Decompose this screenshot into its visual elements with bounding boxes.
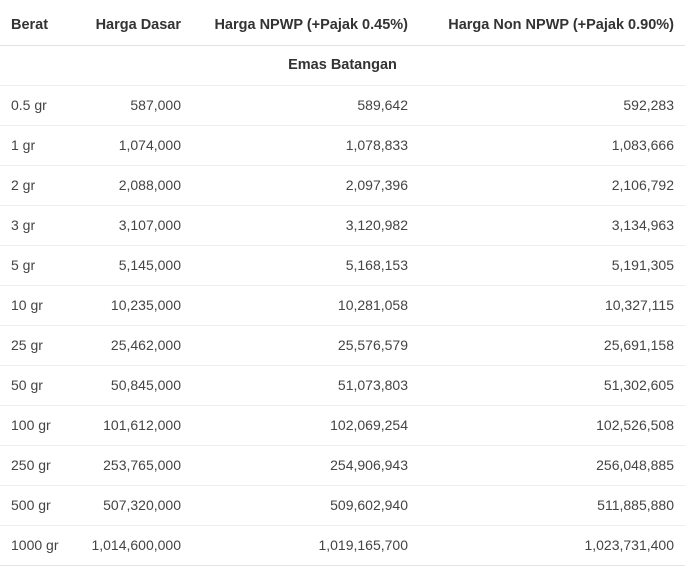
cell-harga-non-npwp: 5,191,305: [611, 257, 674, 273]
cell-berat: 25 gr: [11, 337, 43, 353]
cell-berat: 1000 gr: [11, 537, 59, 553]
header-row: [0, 5, 685, 45]
cell-harga-npwp: 509,602,940: [330, 497, 408, 513]
cell-harga-npwp: 102,069,254: [330, 417, 408, 433]
section-title: Emas Batangan: [288, 57, 397, 73]
cell-harga-non-npwp: 10,327,115: [604, 297, 674, 313]
cell-harga-dasar: 10,235,000: [110, 297, 181, 313]
cell-harga-non-npwp: 1,023,731,400: [584, 537, 674, 553]
cell-harga-npwp: 1,078,833: [345, 137, 408, 153]
table-row: [0, 485, 685, 525]
cell-berat: 1 gr: [11, 137, 36, 153]
cell-harga-dasar: 25,462,000: [110, 337, 181, 353]
cell-harga-non-npwp: 102,526,508: [596, 417, 674, 433]
cell-harga-non-npwp: 592,283: [623, 97, 674, 113]
cell-harga-npwp: 2,097,396: [345, 177, 408, 193]
gold-price-table-container: [0, 5, 685, 566]
cell-harga-non-npwp: 2,106,792: [611, 177, 674, 193]
cell-harga-non-npwp: 51,302,605: [603, 377, 674, 393]
table-row: [0, 205, 685, 245]
cell-berat: 5 gr: [11, 257, 36, 273]
cell-berat: 2 gr: [11, 177, 36, 193]
cell-harga-npwp: 1,019,165,700: [318, 537, 408, 553]
table-row: [0, 525, 685, 565]
section-row: [0, 45, 685, 85]
cell-harga-dasar: 101,612,000: [103, 417, 181, 433]
table-row: [0, 405, 685, 445]
cell-harga-npwp: 51,073,803: [337, 377, 408, 393]
cell-harga-dasar: 253,765,000: [103, 457, 181, 473]
header-harga-npwp: Harga NPWP (+Pajak 0.45%): [214, 16, 408, 33]
cell-harga-dasar: 5,145,000: [118, 257, 181, 273]
cell-harga-non-npwp: 3,134,963: [611, 217, 674, 233]
cell-berat: 100 gr: [11, 417, 51, 433]
cell-berat: 250 gr: [11, 457, 51, 473]
cell-harga-npwp: 589,642: [357, 97, 408, 113]
cell-harga-dasar: 2,088,000: [118, 177, 181, 193]
cell-harga-npwp: 5,168,153: [345, 257, 408, 273]
table-row: [0, 245, 685, 285]
table-header: [0, 5, 685, 45]
cell-harga-dasar: 507,320,000: [103, 497, 181, 513]
header-harga-dasar: Harga Dasar: [95, 16, 181, 33]
header-harga-non-npwp: Harga Non NPWP (+Pajak 0.90%): [448, 16, 674, 33]
table-row: [0, 165, 685, 205]
cell-harga-npwp: 10,281,058: [337, 297, 408, 313]
cell-harga-dasar: 50,845,000: [110, 377, 181, 393]
cell-berat: 3 gr: [11, 217, 36, 233]
table-row: [0, 445, 685, 485]
cell-harga-dasar: 587,000: [130, 97, 181, 113]
cell-berat: 10 gr: [11, 297, 43, 313]
table-body: [0, 45, 685, 565]
cell-harga-non-npwp: 25,691,158: [603, 337, 674, 353]
cell-harga-non-npwp: 256,048,885: [596, 457, 674, 473]
cell-harga-dasar: 3,107,000: [118, 217, 181, 233]
cell-harga-npwp: 25,576,579: [337, 337, 408, 353]
table-row: [0, 285, 685, 325]
table-row: [0, 125, 685, 165]
table-row: [0, 325, 685, 365]
cell-harga-non-npwp: 1,083,666: [611, 137, 674, 153]
cell-harga-npwp: 254,906,943: [330, 457, 408, 473]
table-row: [0, 365, 685, 405]
cell-berat: 500 gr: [11, 497, 51, 513]
header-berat: Berat: [11, 16, 49, 33]
table-row: [0, 85, 685, 125]
cell-harga-npwp: 3,120,982: [345, 217, 408, 233]
cell-harga-dasar: 1,014,600,000: [91, 537, 181, 553]
cell-berat: 50 gr: [11, 377, 43, 393]
gold-price-table: [0, 5, 685, 566]
cell-harga-dasar: 1,074,000: [118, 137, 181, 153]
cell-berat: 0.5 gr: [11, 97, 47, 113]
cell-harga-non-npwp: 511,885,880: [597, 497, 674, 513]
